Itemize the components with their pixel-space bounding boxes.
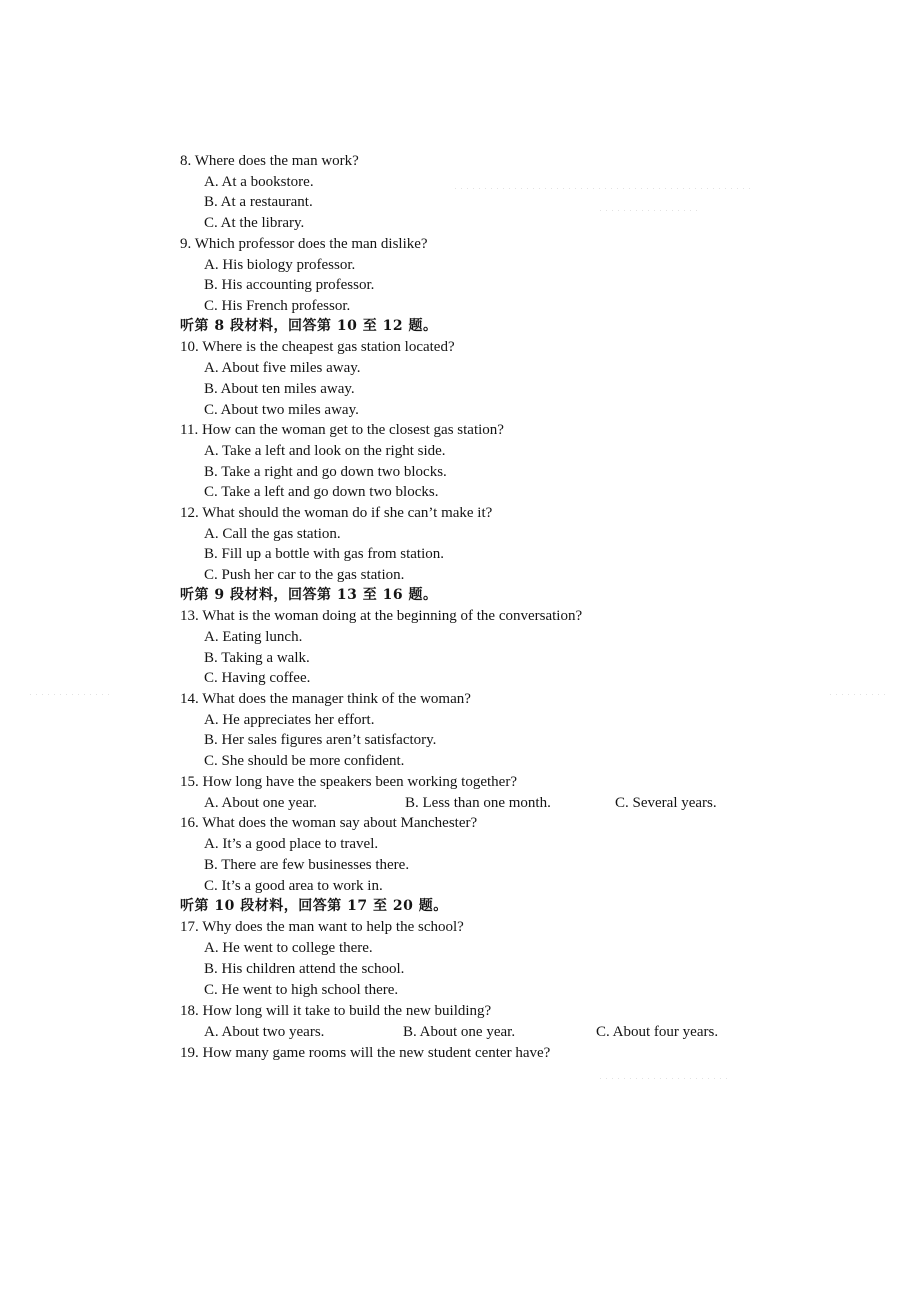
q18-options-row — [204, 1022, 744, 1042]
q17-option-b: B. His children attend the school. — [204, 961, 405, 977]
scan-noise — [30, 694, 110, 695]
q14-option-a: A. He appreciates her effort. — [204, 712, 375, 728]
q14-option-b: B. Her sales figures aren’t satisfactory. — [204, 732, 437, 748]
question-8: 8. Where does the man work? — [180, 153, 359, 169]
q12-option-c: C. Push her car to the gas station. — [204, 567, 405, 583]
q11-option-a: A. Take a left and look on the right side. — [204, 443, 446, 459]
q9-option-c: C. His French professor. — [204, 298, 351, 314]
q13-option-a: A. Eating lunch. — [204, 629, 303, 645]
q11-option-b: B. Take a right and go down two blocks. — [204, 464, 447, 480]
q16-option-a: A. It’s a good place to travel. — [204, 836, 379, 852]
q8-option-c: C. At the library. — [204, 215, 305, 231]
q9-option-b: B. His accounting professor. — [204, 277, 375, 293]
q14-option-c: C. She should be more confident. — [204, 753, 405, 769]
question-15: 15. How long have the speakers been working together? — [180, 774, 517, 790]
question-19: 19. How many game rooms will the new student center have? — [180, 1045, 551, 1061]
q12-option-a: A. Call the gas station. — [204, 526, 341, 542]
q8-option-b: B. At a restaurant. — [204, 194, 313, 210]
q10-option-b: B. About ten miles away. — [204, 381, 355, 397]
q12-option-b: B. Fill up a bottle with gas from station. — [204, 546, 444, 562]
q15-options-row — [204, 793, 744, 813]
question-10: 10. Where is the cheapest gas station located? — [180, 339, 455, 355]
question-12: 12. What should the woman do if she can’t make it? — [180, 505, 493, 521]
q18-option-a: A. About two years. — [204, 1024, 325, 1040]
scan-noise — [600, 1078, 730, 1079]
q16-option-c: C. It’s a good area to work in. — [204, 878, 383, 894]
scan-noise — [600, 210, 700, 211]
question-11: 11. How can the woman get to the closest gas station? — [180, 422, 504, 438]
question-18: 18. How long will it take to build the new building? — [180, 1003, 492, 1019]
q16-option-b: B. There are few businesses there. — [204, 857, 410, 873]
q15-option-c: C. Several years. — [615, 795, 717, 811]
question-14: 14. What does the manager think of the woman? — [180, 691, 471, 707]
section-heading-8: 听第 8 段材料，回答第 10 至 12 题。 — [180, 318, 438, 334]
q17-option-a: A. He went to college there. — [204, 940, 373, 956]
q10-option-c: C. About two miles away. — [204, 402, 359, 418]
q8-option-a: A. At a bookstore. — [204, 174, 314, 190]
q13-option-b: B. Taking a walk. — [204, 650, 310, 666]
q10-option-a: A. About five miles away. — [204, 360, 361, 376]
q15-option-b: B. Less than one month. — [405, 795, 551, 811]
q15-option-a: A. About one year. — [204, 795, 317, 811]
question-9: 9. Which professor does the man dislike? — [180, 236, 428, 252]
q17-option-c: C. He went to high school there. — [204, 982, 399, 998]
section-heading-9: 听第 9 段材料，回答第 13 至 16 题。 — [180, 587, 438, 603]
question-13: 13. What is the woman doing at the beginning of the conversation? — [180, 608, 583, 624]
q18-option-b: B. About one year. — [403, 1024, 516, 1040]
q9-option-a: A. His biology professor. — [204, 257, 356, 273]
question-16: 16. What does the woman say about Manchester? — [180, 815, 478, 831]
q11-option-c: C. Take a left and go down two blocks. — [204, 484, 439, 500]
scan-noise — [830, 694, 890, 695]
question-17: 17. Why does the man want to help the school? — [180, 919, 464, 935]
q13-option-c: C. Having coffee. — [204, 670, 311, 686]
section-heading-10: 听第 10 段材料，回答第 17 至 20 题。 — [180, 898, 448, 914]
scan-noise — [455, 188, 755, 189]
q18-option-c: C. About four years. — [596, 1024, 719, 1040]
